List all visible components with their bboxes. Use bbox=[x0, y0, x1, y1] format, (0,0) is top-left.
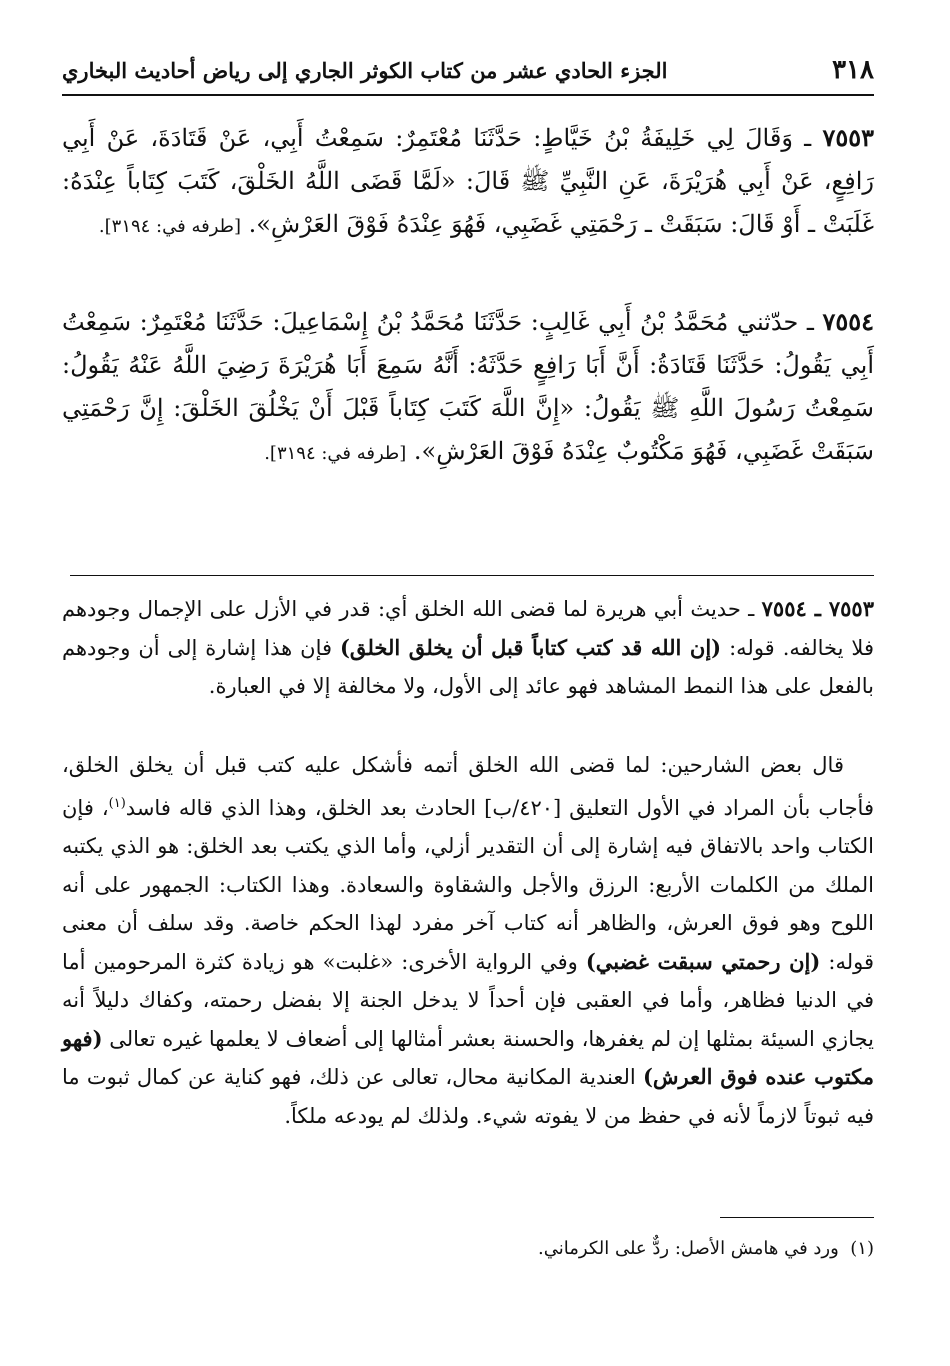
commentary-text: وفي الرواية الأخرى: «غلبت» هو زيادة كثرة المرحومين أما في الدنيا فظاهر، وأما في العقبى فإن أحداً لا يدخل الجنة إلا بفضل رحمته، وكفاك دليلاً أنه يجازي السيئة بمثلها إن لم يغفرها، والحسنة بعشر أمثالها إلى أضعاف لا يعلمها غيره تعالى bbox=[62, 949, 874, 1051]
footnote bbox=[62, 1234, 874, 1264]
hadith-7554 bbox=[62, 300, 874, 475]
hadith-text: ـ حدّثني مُحَمَّدُ بْنُ أَبِي غَالِبٍ: حَدَّثَنَا مُحَمَّدُ بْنُ إِسْمَاعِيلَ: حَدَّثَنَا مُعْتَمِرٌ: سَمِعْتُ أَبِي يَقُولُ: حَدَّثَنَا قَتَادَةُ: أَنَّ أَبَا رَافِعٍ حَدَّثَهُ: أَنَّهُ سَمِعَ أَبَا هُرَيْرَةَ رَضِيَ اللَّهُ عَنْهُ يَقُولُ: سَمِعْتُ رَسُولَ اللَّهِ ﷺ يَقُولُ: «إِنَّ اللَّهَ كَتَبَ كِتَاباً قَبْلَ أَنْ يَخْلُقَ الخَلْقَ: إِنَّ رَحْمَتِي سَبَقَتْ غَضَبِي، فَهُوَ مَكْتُوبٌ عِنْدَهُ فَوْقَ العَرْشِ». bbox=[62, 308, 874, 465]
commentary-text: ، فإن الكتاب واحد بالاتفاق فيه إشارة إلى أن التقدير أزلي، وأما الذي يكتب بعد الخلق: هو الذي يكتبه الملك من الكلمات الأربع: الرزق والأجل والشقاوة والسعادة. وهذا الكتاب: الجمهور على أنه اللوح وهو فوق العرش، والظاهر أنه كتاب آخر مفرد لهذا الحكم خاصة. وقد سلف أن معنى قوله: bbox=[62, 795, 875, 974]
commentary-text: ـ حديث أبي هريرة لما قضى الله الخلق أي: قدر في الأزل على الإجمال وجودهم فلا يخالفه. قوله: bbox=[62, 597, 874, 660]
hadith-7553 bbox=[62, 116, 874, 248]
hadith-reference: [طرفه في: ٣١٩٤]. bbox=[98, 216, 241, 237]
commentary-text: العندية المكانية محال، تعالى عن ذلك، فهو كناية عن كمال ثبوت ما فيه ثبوتاً لازماً لأنه في حفظ من لا يفوته شيء. ولذلك لم يودعه ملكاً. bbox=[62, 1065, 874, 1128]
header-rule bbox=[62, 94, 874, 96]
commentary-text: فإن هذا إشارة إلى أن وجودهم بالفعل على هذا النمط المشاهد فهو عائد إلى الأول، ولا مخالفة إلا في العبارة. bbox=[62, 635, 874, 698]
footnote-marker[interactable]: (١) bbox=[108, 795, 126, 811]
section-separator bbox=[70, 575, 874, 576]
footnote-rule bbox=[720, 1217, 874, 1218]
page-header bbox=[62, 50, 874, 90]
footnote-text: ورد في هامش الأصل: ردٌّ على الكرماني. bbox=[538, 1238, 839, 1259]
commentary-number: ٧٥٥٣ ـ ٧٥٥٤ bbox=[761, 596, 874, 621]
commentary-text: قال بعض الشارحين: لما قضى الله الخلق أتمه فأشكل عليه كتب قبل أن يخلق الخلق، فأجاب بأن المراد في الأول التعليق [٤٢٠/ب] الحادث بعد الخلق، وهذا الذي قاله فاسد bbox=[62, 753, 874, 820]
running-title: الجزء الحادي عشر من كتاب الكوثر الجاري إلى رياض أحاديث البخاري bbox=[62, 57, 668, 83]
hadith-text: ـ وَقَالَ لِي خَلِيفَةُ بْنُ خَيَّاطٍ: حَدَّثَنَا مُعْتَمِرٌ: سَمِعْتُ أَبِي، عَنْ قَتَادَةَ، عَنْ أَبِي رَافِعٍ، عَنْ أَبِي هُرَيْرَةَ، عَنِ النَّبِيِّ ﷺ قَالَ: «لَمَّا قَضَى اللَّهُ الخَلْقَ، كَتَبَ كِتَاباً عِنْدَهُ: غَلَبَتْ ـ أَوْ قَالَ: سَبَقَتْ ـ رَحْمَتِي غَضَبِي، فَهُوَ عِنْدَهُ فَوْقَ العَرْشِ». bbox=[62, 124, 875, 238]
commentary-quote: (إن رحمتي سبقت غضبي) bbox=[585, 948, 821, 974]
commentary-quote: (فهو مكتوب عنده فوق العرش) bbox=[62, 1025, 874, 1089]
hadith-number: ٧٥٥٤ bbox=[822, 307, 874, 336]
page-number: ٣١٨ bbox=[832, 55, 874, 85]
hadith-reference: [طرفه في: ٣١٩٤]. bbox=[264, 443, 407, 464]
commentary-quote: (إن الله قد كتب كتاباً قبل أن يخلق الخلق) bbox=[340, 634, 722, 660]
commentary-paragraph-2 bbox=[62, 746, 874, 1135]
footnote-number: (١) bbox=[850, 1238, 874, 1259]
hadith-number: ٧٥٥٣ bbox=[822, 123, 874, 152]
commentary-paragraph-1 bbox=[62, 590, 874, 706]
